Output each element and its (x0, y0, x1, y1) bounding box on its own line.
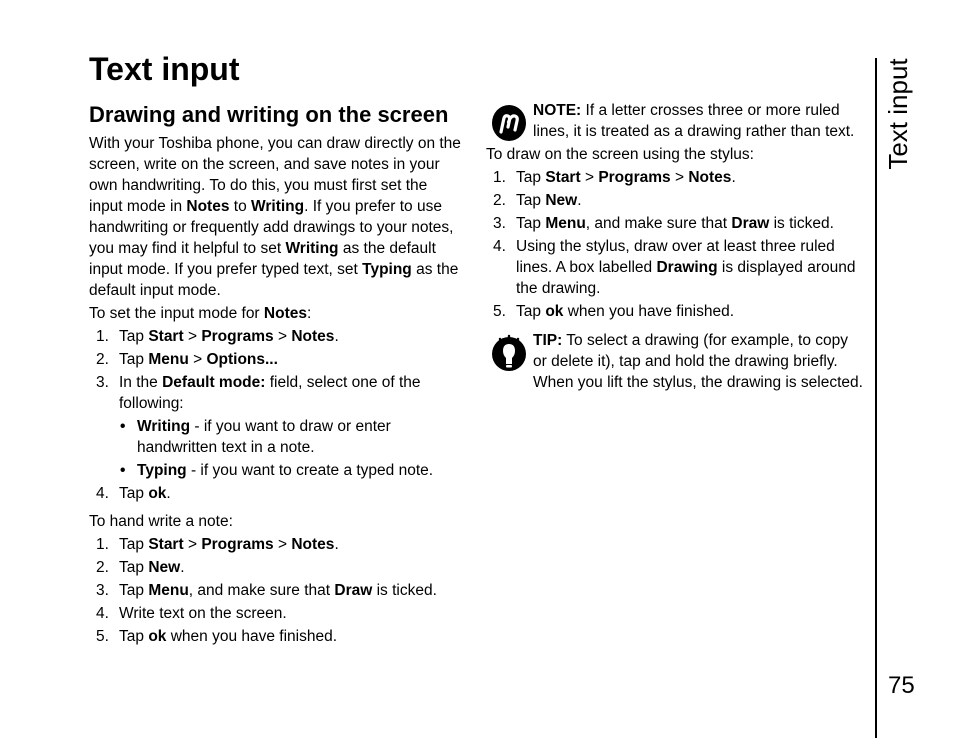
bold-term: ok (148, 485, 167, 502)
bold-term: ok (545, 303, 564, 320)
text-run: , and make sure that (188, 582, 335, 599)
bold-term: NOTE: (533, 102, 582, 119)
step-number: 1. (96, 536, 109, 553)
note-text (533, 100, 864, 142)
bold-term: Options... (206, 351, 278, 368)
bullet-item (119, 460, 465, 481)
page-title: Text input (89, 51, 240, 87)
bold-term: Menu (148, 351, 189, 368)
text-run: . (334, 328, 339, 345)
list-item (89, 580, 465, 601)
step-number: 1. (493, 169, 506, 186)
text-run: In the (119, 374, 163, 391)
side-rule (875, 58, 877, 738)
step-text (119, 328, 339, 345)
step-text (516, 169, 736, 186)
section-heading: Drawing and writing on the screen (89, 102, 449, 127)
step-text (516, 192, 582, 209)
text-run: Tap (516, 303, 546, 320)
step-number: 3. (96, 582, 109, 599)
bullet-text (137, 418, 391, 456)
text-run: - if you want to create a typed note. (186, 462, 434, 479)
text-run: Tap (119, 328, 149, 345)
text-run: , and make sure that (585, 215, 732, 232)
text-run: is ticked. (769, 215, 834, 232)
text-run: Write text on the screen. (119, 605, 287, 622)
list-item (89, 349, 465, 370)
hand-write-steps (89, 534, 465, 647)
text-run: Tap (119, 582, 149, 599)
step-text (119, 628, 337, 645)
text-run: Tap (516, 215, 546, 232)
text-run: . (577, 192, 582, 209)
step-number: 4. (96, 485, 109, 502)
bold-term: Typing (137, 462, 187, 479)
text-run: > (580, 169, 599, 186)
page-number: 75 (888, 672, 915, 699)
text-run: > (670, 169, 689, 186)
bold-term: Menu (545, 215, 586, 232)
step-text (119, 559, 185, 576)
note-n-icon (491, 104, 527, 142)
list-item (89, 603, 465, 624)
draw-steps (486, 167, 864, 322)
tip-text (533, 330, 864, 393)
bold-term: Programs (201, 328, 274, 345)
bold-term: New (545, 192, 578, 209)
text-run: > (183, 328, 202, 345)
text-run: to (229, 198, 251, 215)
bold-term: Notes (263, 305, 307, 322)
bold-term: TIP: (533, 332, 563, 349)
text-run: . (180, 559, 185, 576)
bold-term: New (148, 559, 181, 576)
side-tab-label (880, 58, 916, 170)
text-run: when you have finished. (166, 628, 338, 645)
text-run: > (273, 328, 292, 345)
step-text (516, 303, 734, 320)
bold-term: Notes (186, 198, 230, 215)
step-number: 4. (493, 238, 506, 255)
text-run: > (183, 536, 202, 553)
text-run: . If you prefer to use handwriting or frequently add drawings to your notes, you may find it helpful to set (89, 198, 454, 257)
bold-term: Writing (137, 418, 191, 435)
text-run: is ticked. (372, 582, 437, 599)
bold-term: Start (545, 169, 581, 186)
step-text (516, 215, 834, 232)
list-item (486, 301, 864, 322)
tip-callout (486, 330, 864, 393)
right-column (486, 100, 864, 395)
text-run: To set the input mode for (89, 305, 264, 322)
draw-label (486, 144, 864, 165)
list-item (89, 326, 465, 347)
note-callout (486, 100, 864, 142)
bold-term: Draw (334, 582, 373, 599)
step-text (119, 374, 421, 412)
set-mode-label (89, 303, 465, 324)
step-number: 1. (96, 328, 109, 345)
lightbulb-icon (491, 334, 527, 372)
list-item (89, 534, 465, 555)
text-run: when you have finished. (563, 303, 735, 320)
step-number: 3. (96, 374, 109, 391)
list-item (89, 372, 465, 481)
text-run: Tap (516, 192, 546, 209)
step-number: 2. (96, 351, 109, 368)
step-number: 2. (493, 192, 506, 209)
bullet-icon: • (120, 418, 126, 435)
step-text (119, 485, 171, 502)
text-run: To hand write a note: (89, 513, 233, 530)
text-run: as the default input mode. If you prefer typed text, set (89, 240, 436, 278)
bold-term: Drawing (656, 259, 718, 276)
text-run: is displayed around the drawing. (516, 259, 856, 297)
bold-term: Programs (201, 536, 274, 553)
text-run: Tap (119, 559, 149, 576)
list-item (89, 626, 465, 647)
list-item (486, 236, 864, 299)
step-number: 5. (493, 303, 506, 320)
intro-paragraph (89, 133, 465, 301)
step-number: 4. (96, 605, 109, 622)
text-run: - if you want to draw or enter handwritten text in a note. (137, 418, 391, 456)
list-item (486, 190, 864, 211)
text-run: : (306, 305, 312, 322)
set-mode-steps (89, 326, 465, 504)
text-run: Tap (119, 628, 149, 645)
text-run: If a letter crosses three or more ruled lines, it is treated as a drawing rather than text. (533, 102, 855, 140)
bold-term: Writing (285, 240, 339, 257)
list-item (89, 483, 465, 504)
text-run: . (334, 536, 339, 553)
step-text (516, 238, 856, 297)
text-run: Using the stylus, draw over at least three ruled lines. A box labelled (516, 238, 835, 276)
bullet-item (119, 416, 465, 458)
text-run: > (273, 536, 292, 553)
list-item (486, 167, 864, 188)
bold-term: Typing (362, 261, 412, 278)
step-text (119, 582, 437, 599)
bold-term: Notes (688, 169, 732, 186)
bullet-text (137, 462, 433, 479)
bold-term: Writing (251, 198, 305, 215)
bullet-list (119, 416, 465, 481)
text-run: To draw on the screen using the stylus: (486, 146, 754, 163)
list-item (89, 557, 465, 578)
text-run: Tap (119, 536, 149, 553)
bold-term: Menu (148, 582, 189, 599)
list-item (486, 213, 864, 234)
text-run: Tap (119, 351, 149, 368)
step-text (119, 536, 339, 553)
text-run: Tap (119, 485, 149, 502)
bold-term: Draw (731, 215, 770, 232)
bold-term: Start (148, 536, 184, 553)
text-run: . (731, 169, 736, 186)
hand-write-label (89, 511, 465, 532)
bold-term: Notes (291, 328, 335, 345)
step-text (119, 605, 287, 622)
step-number: 2. (96, 559, 109, 576)
step-number: 3. (493, 215, 506, 232)
bullet-icon: • (120, 462, 126, 479)
bold-term: ok (148, 628, 167, 645)
text-run: With your Toshiba phone, you can draw directly on the screen, write on the screen, and save notes in your own handwriting. To do this, you must first set the input mode in (89, 135, 461, 215)
side-tab-text: Text input (883, 58, 913, 170)
step-text (119, 351, 278, 368)
text-run: as the default input mode. (89, 261, 459, 299)
text-run: To select a drawing (for example, to copy or delete it), tap and hold the drawing briefly. When you lift the stylus, the drawing is selected. (533, 332, 863, 391)
step-number: 5. (96, 628, 109, 645)
text-run: field, select one of the following: (119, 374, 421, 412)
bold-term: Start (148, 328, 184, 345)
text-run: . (166, 485, 171, 502)
bold-term: Programs (598, 169, 671, 186)
left-column (89, 100, 465, 649)
bold-term: Notes (291, 536, 335, 553)
text-run: > (188, 351, 207, 368)
bold-term: Default mode: (162, 374, 266, 391)
text-run: Tap (516, 169, 546, 186)
